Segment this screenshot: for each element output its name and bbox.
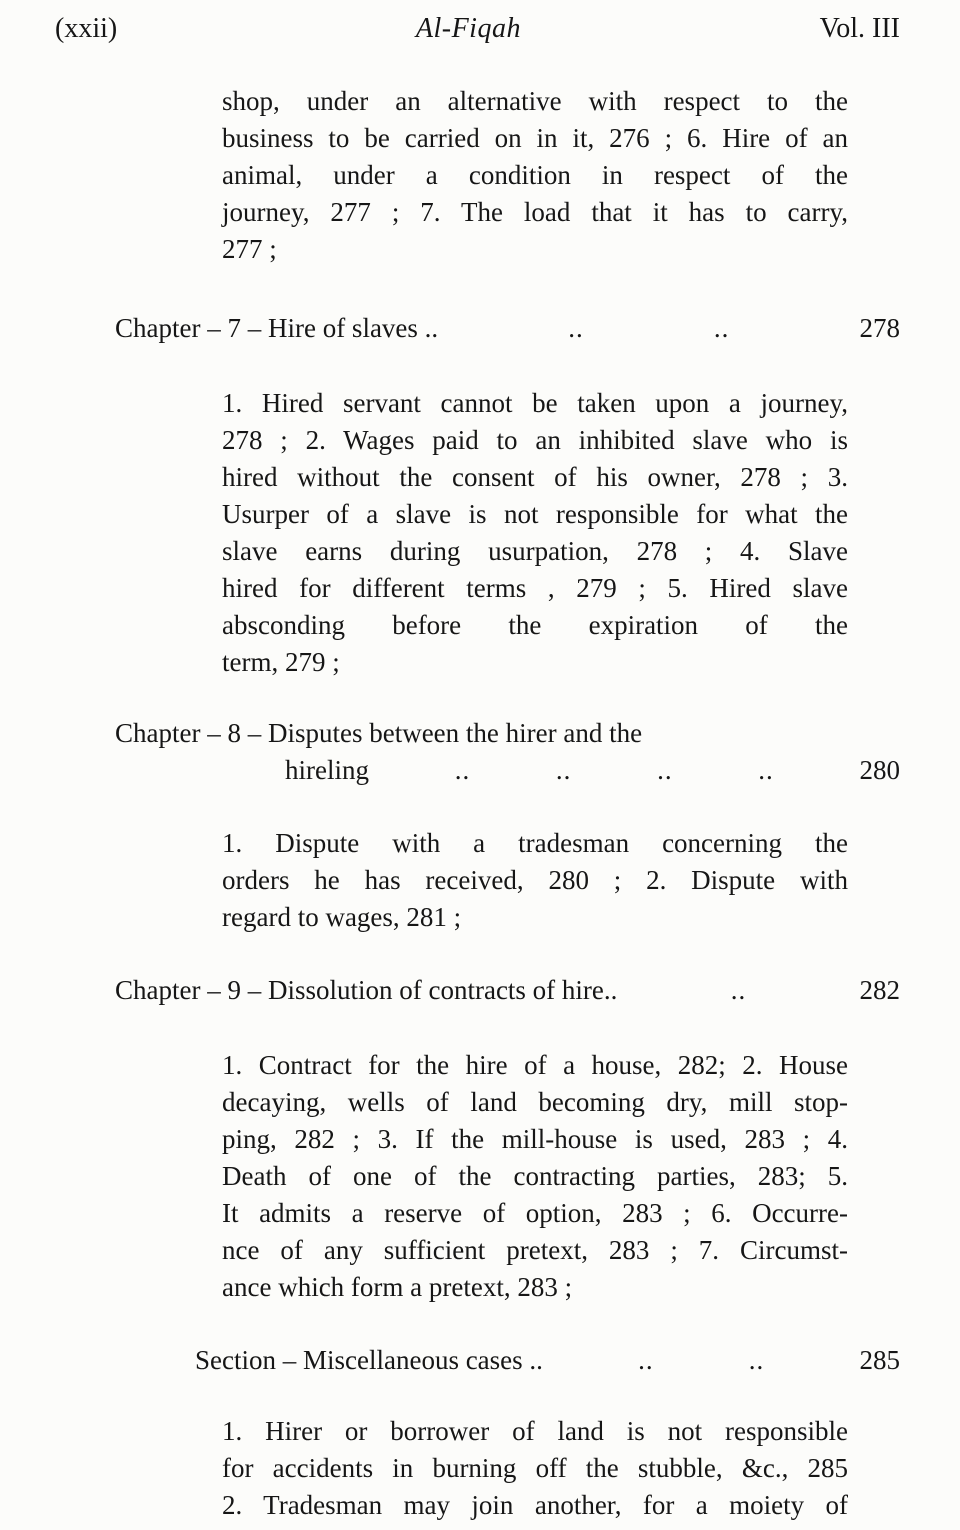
running-title: Al-Fiqah [415, 13, 521, 44]
toc-line: absconding before the expiration of the [222, 610, 848, 640]
toc-line: decaying, wells of land becoming dry, mill stop- [222, 1087, 848, 1117]
toc-entry-chapter-7 [115, 310, 900, 347]
toc-entry-chapter-8-line2 [285, 752, 900, 789]
toc-line: orders he has received, 280 ; 2. Dispute with [222, 865, 848, 895]
toc-line: 1. Contract for the hire of a house, 282; 2. House [222, 1050, 848, 1080]
chapter-title-continued: hireling [285, 755, 369, 785]
toc-line: hired for different terms , 279 ; 5. Hired slave [222, 573, 848, 603]
dot-leader: .. [758, 755, 774, 785]
toc-line: slave earns during usurpation, 278 ; 4. Slave [222, 536, 848, 566]
section-title: Section – Miscellaneous cases .. [195, 1345, 543, 1375]
toc-line: business to be carried on in it, 276 ; 6. Hire of an [222, 123, 848, 153]
toc-line: 1. Hired servant cannot be taken upon a journey, [222, 388, 848, 418]
toc-line: hired without the consent of his owner, 278 ; 3. [222, 462, 848, 492]
toc-line: 1. Dispute with a tradesman concerning the [222, 828, 848, 858]
dot-leader: .. [657, 755, 673, 785]
toc-paragraph-1 [222, 83, 848, 268]
page-header [0, 0, 960, 47]
toc-entry-chapter-8 [0, 715, 960, 789]
toc-entry-chapter-9 [115, 972, 900, 1009]
page-ref: 280 [859, 755, 900, 785]
dot-leader: .. [638, 1345, 654, 1375]
toc-line: Usurper of a slave is not responsible for what the [222, 499, 848, 529]
dot-leader: .. [568, 313, 584, 343]
toc-line: term, 279 ; [222, 647, 340, 677]
page-ref: 278 [859, 313, 900, 343]
toc-paragraph-5 [222, 1413, 848, 1524]
toc-line: shop, under an alternative with respect to the [222, 86, 848, 116]
toc-line: 2. Tradesman may join another, for a moiety of [222, 1490, 848, 1520]
toc-line: 277 ; [222, 234, 277, 264]
dot-leader: .. [713, 313, 730, 343]
toc-line: ance which form a pretext, 283 ; [222, 1272, 573, 1302]
toc-line: animal, under a condition in respect of the [222, 160, 848, 190]
dot-leader: .. [454, 755, 471, 785]
toc-line: It admits a reserve of option, 283 ; 6. Occurre- [222, 1198, 848, 1228]
toc-line: 1. Hirer or borrower of land is not responsible [222, 1416, 848, 1446]
toc-line: journey, 277 ; 7. The load that it has to carry, [222, 197, 848, 227]
toc-paragraph-4 [222, 1047, 848, 1306]
page-ref: 282 [859, 975, 900, 1005]
dot-leader: .. [748, 1345, 765, 1375]
toc-line: nce of any sufficient pretext, 283 ; 7. Circumst- [222, 1235, 848, 1265]
folio-number: (xxii) [55, 13, 118, 44]
chapter-title: Chapter – 8 – Disputes between the hirer and the [115, 718, 643, 748]
toc-line: Death of one of the contracting parties, 283; 5. [222, 1161, 848, 1191]
toc-paragraph-2 [222, 385, 848, 681]
dot-leader: .. [555, 755, 572, 785]
volume-label: Vol. III [819, 13, 900, 44]
toc-entry-section-misc [195, 1342, 900, 1379]
page-ref: 285 [859, 1345, 900, 1375]
toc-line: regard to wages, 281 ; [222, 902, 462, 932]
toc-paragraph-3 [222, 825, 848, 936]
toc-line: 278 ; 2. Wages paid to an inhibited slave who is [222, 425, 848, 455]
chapter-title: Chapter – 7 – Hire of slaves .. [115, 313, 439, 343]
toc-line: ping, 282 ; 3. If the mill-house is used, 283 ; 4. [222, 1124, 848, 1154]
chapter-title: Chapter – 9 – Dissolution of contracts of hire.. [115, 975, 618, 1005]
toc-line: for accidents in burning off the stubble, &c., 285 [222, 1453, 848, 1483]
dot-leader: .. [730, 975, 747, 1005]
